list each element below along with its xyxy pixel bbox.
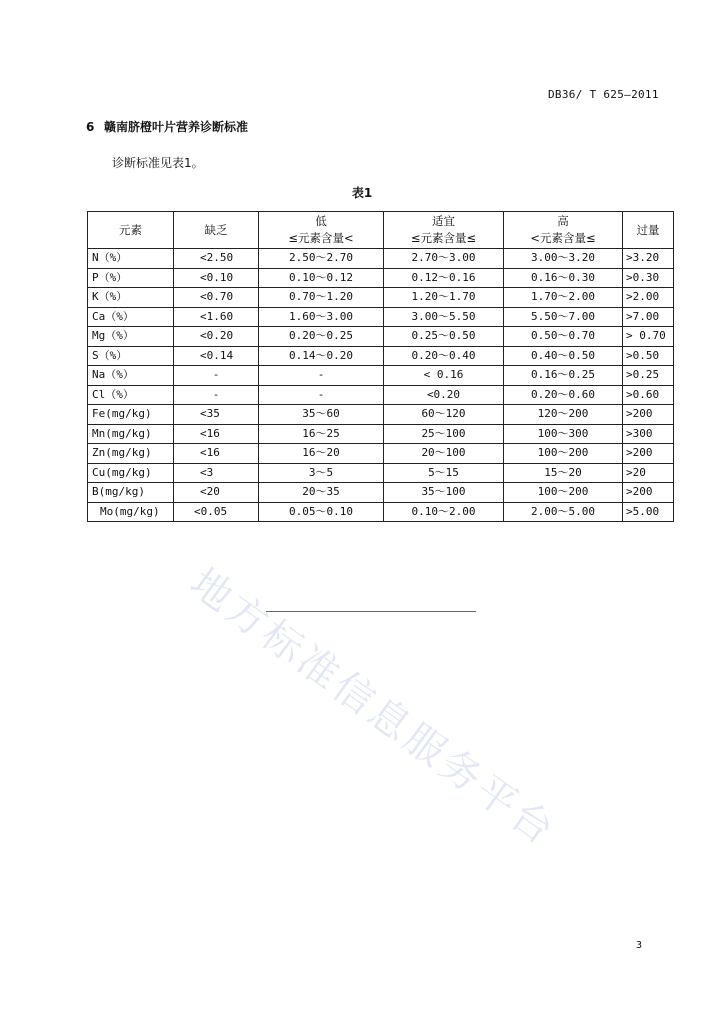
cell-deficient: <3 xyxy=(174,463,259,483)
cell-deficient: <16 xyxy=(174,424,259,444)
cell-low: 0.10～0.12 xyxy=(259,268,384,288)
table-header-row xyxy=(88,212,674,249)
cell-deficient: <0.10 xyxy=(174,268,259,288)
cell-high: 3.00～3.20 xyxy=(504,249,623,269)
cell-low: 2.50～2.70 xyxy=(259,249,384,269)
cell-high: 15～20 xyxy=(504,463,623,483)
cell-high: 1.70～2.00 xyxy=(504,288,623,308)
cell-excess: >0.30 xyxy=(623,268,674,288)
header-excess: 过量 xyxy=(623,212,674,249)
cell-low: 3～5 xyxy=(259,463,384,483)
cell-high: 100～300 xyxy=(504,424,623,444)
cell-excess: >5.00 xyxy=(623,502,674,522)
document-code: DB36/ T 625—2011 xyxy=(548,88,659,101)
table-row xyxy=(88,366,674,386)
cell-high: 100～200 xyxy=(504,483,623,503)
cell-element: Ca（%） xyxy=(88,307,174,327)
cell-high: 120～200 xyxy=(504,405,623,425)
cell-excess: >300 xyxy=(623,424,674,444)
table-row xyxy=(88,463,674,483)
cell-deficient: - xyxy=(174,366,259,386)
cell-excess: >7.00 xyxy=(623,307,674,327)
cell-suitable: 60～120 xyxy=(384,405,504,425)
cell-excess: >0.25 xyxy=(623,366,674,386)
cell-element: Zn(mg/kg) xyxy=(88,444,174,464)
cell-element: Mn(mg/kg) xyxy=(88,424,174,444)
cell-low: 1.60～3.00 xyxy=(259,307,384,327)
cell-suitable: 1.20～1.70 xyxy=(384,288,504,308)
cell-low: 0.20～0.25 xyxy=(259,327,384,347)
cell-element: N（%） xyxy=(88,249,174,269)
header-element: 元素 xyxy=(88,212,174,249)
cell-suitable: 3.00～5.50 xyxy=(384,307,504,327)
watermark: 地方标准信息服务平台 xyxy=(181,559,565,856)
cell-element: Cu(mg/kg) xyxy=(88,463,174,483)
cell-deficient: - xyxy=(174,385,259,405)
header-high-label: 高 xyxy=(557,214,569,228)
cell-element: Mo(mg/kg) xyxy=(88,502,174,522)
table-row xyxy=(88,346,674,366)
cell-excess: >20 xyxy=(623,463,674,483)
cell-low: 16～20 xyxy=(259,444,384,464)
cell-high: 2.00～5.00 xyxy=(504,502,623,522)
cell-low: 35～60 xyxy=(259,405,384,425)
cell-suitable: 2.70～3.00 xyxy=(384,249,504,269)
cell-low: - xyxy=(259,385,384,405)
cell-element: Mg（%） xyxy=(88,327,174,347)
header-high-range: <元素含量≤ xyxy=(530,231,596,245)
separator-line xyxy=(266,611,476,612)
cell-low: 0.05～0.10 xyxy=(259,502,384,522)
cell-suitable: 35～100 xyxy=(384,483,504,503)
cell-high: 0.20～0.60 xyxy=(504,385,623,405)
cell-deficient: <0.05 xyxy=(174,502,259,522)
cell-low: 16～25 xyxy=(259,424,384,444)
cell-low: 20～35 xyxy=(259,483,384,503)
cell-suitable: <0.20 xyxy=(384,385,504,405)
table-row xyxy=(88,444,674,464)
header-high xyxy=(504,212,623,249)
cell-low: 0.14～0.20 xyxy=(259,346,384,366)
table-row xyxy=(88,502,674,522)
cell-element: P（%） xyxy=(88,268,174,288)
cell-suitable: 0.10～2.00 xyxy=(384,502,504,522)
section-heading xyxy=(86,118,248,135)
cell-deficient: <20 xyxy=(174,483,259,503)
cell-deficient: <16 xyxy=(174,444,259,464)
cell-element: Cl（%） xyxy=(88,385,174,405)
cell-deficient: <35 xyxy=(174,405,259,425)
header-deficient: 缺乏 xyxy=(174,212,259,249)
cell-element: S（%） xyxy=(88,346,174,366)
cell-high: 0.40～0.50 xyxy=(504,346,623,366)
cell-element: B(mg/kg) xyxy=(88,483,174,503)
cell-high: 0.50～0.70 xyxy=(504,327,623,347)
cell-suitable: 25～100 xyxy=(384,424,504,444)
table-row xyxy=(88,327,674,347)
cell-high: 0.16～0.30 xyxy=(504,268,623,288)
cell-suitable: 0.25～0.50 xyxy=(384,327,504,347)
cell-suitable: 0.12～0.16 xyxy=(384,268,504,288)
table-row xyxy=(88,424,674,444)
cell-excess: >0.60 xyxy=(623,385,674,405)
cell-excess: >2.00 xyxy=(623,288,674,308)
cell-excess: >0.50 xyxy=(623,346,674,366)
cell-element: K（%） xyxy=(88,288,174,308)
cell-suitable: < 0.16 xyxy=(384,366,504,386)
cell-element: Na（%） xyxy=(88,366,174,386)
cell-low: - xyxy=(259,366,384,386)
cell-deficient: <1.60 xyxy=(174,307,259,327)
section-title: 赣南脐橙叶片营养诊断标准 xyxy=(104,120,249,134)
cell-excess: >3.20 xyxy=(623,249,674,269)
page-number: 3 xyxy=(636,940,643,951)
intro-text: 诊断标准见表1。 xyxy=(112,156,204,170)
cell-high: 0.16～0.25 xyxy=(504,366,623,386)
cell-excess: >200 xyxy=(623,405,674,425)
table-row xyxy=(88,483,674,503)
table-row xyxy=(88,249,674,269)
header-suitable-range: ≤元素含量≤ xyxy=(410,231,477,245)
cell-deficient: <0.70 xyxy=(174,288,259,308)
table-caption: 表1 xyxy=(351,186,373,200)
cell-excess: >200 xyxy=(623,483,674,503)
cell-high: 100～200 xyxy=(504,444,623,464)
cell-suitable: 20～100 xyxy=(384,444,504,464)
table-row xyxy=(88,307,674,327)
cell-deficient: <0.20 xyxy=(174,327,259,347)
section-number: 6 xyxy=(86,120,95,134)
cell-excess: >200 xyxy=(623,444,674,464)
table-row xyxy=(88,405,674,425)
diagnosis-standard-table xyxy=(87,211,674,522)
table-row xyxy=(88,268,674,288)
cell-suitable: 5～15 xyxy=(384,463,504,483)
header-low-label: 低 xyxy=(315,214,327,228)
header-low-range: ≤元素含量< xyxy=(288,231,354,245)
table-row xyxy=(88,288,674,308)
cell-low: 0.70～1.20 xyxy=(259,288,384,308)
cell-deficient: <0.14 xyxy=(174,346,259,366)
table-row xyxy=(88,385,674,405)
header-suitable xyxy=(384,212,504,249)
header-suitable-label: 适宜 xyxy=(432,214,455,228)
cell-element: Fe(mg/kg) xyxy=(88,405,174,425)
cell-high: 5.50～7.00 xyxy=(504,307,623,327)
cell-deficient: <2.50 xyxy=(174,249,259,269)
cell-excess: > 0.70 xyxy=(623,327,674,347)
cell-suitable: 0.20～0.40 xyxy=(384,346,504,366)
header-low xyxy=(259,212,384,249)
